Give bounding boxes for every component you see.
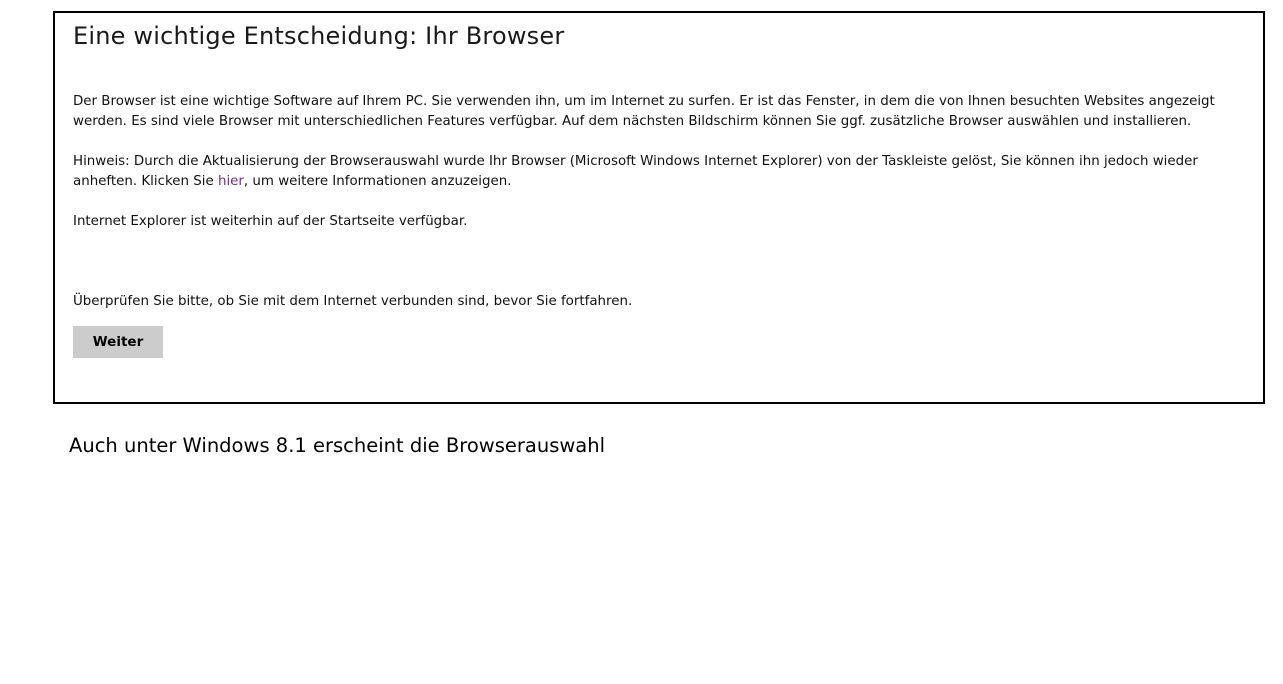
- browser-choice-dialog: [53, 11, 1265, 404]
- note-text-after-link: , um weitere Informationen anzuzeigen.: [243, 174, 512, 189]
- screenshot-caption: Auch unter Windows 8.1 erscheint die Browserauswahl: [69, 434, 606, 457]
- dialog-title: Eine wichtige Entscheidung: Ihr Browser: [73, 22, 565, 50]
- info-link[interactable]: hier: [217, 174, 244, 189]
- connection-check-paragraph: Überprüfen Sie bitte, ob Sie mit dem Internet verbunden sind, bevor Sie fortfahren.: [73, 294, 633, 309]
- note-text-before-link: Hinweis: Durch die Aktualisierung der Browserauswahl wurde Ihr Browser (Microsoft Windows Internet Explorer) von der Taskleiste gelöst, Sie können ihn jedoch wieder anheften. Klicken Sie: [73, 154, 1198, 189]
- ie-availability-paragraph: Internet Explorer ist weiterhin auf der Startseite verfügbar.: [73, 214, 468, 229]
- continue-button[interactable]: Weiter: [73, 326, 163, 358]
- note-paragraph: [73, 152, 1259, 192]
- intro-paragraph: Der Browser ist eine wichtige Software auf Ihrem PC. Sie verwenden ihn, um im Internet zu surfen. Er ist das Fenster, in dem die von Ihnen besuchten Websites angezeigt werden. Es sind viele Browser mit unterschiedlichen Features verfügbar. Auf dem nächsten Bildschirm können Sie ggf. zusätzliche Browser auswählen und installieren.: [73, 94, 1215, 129]
